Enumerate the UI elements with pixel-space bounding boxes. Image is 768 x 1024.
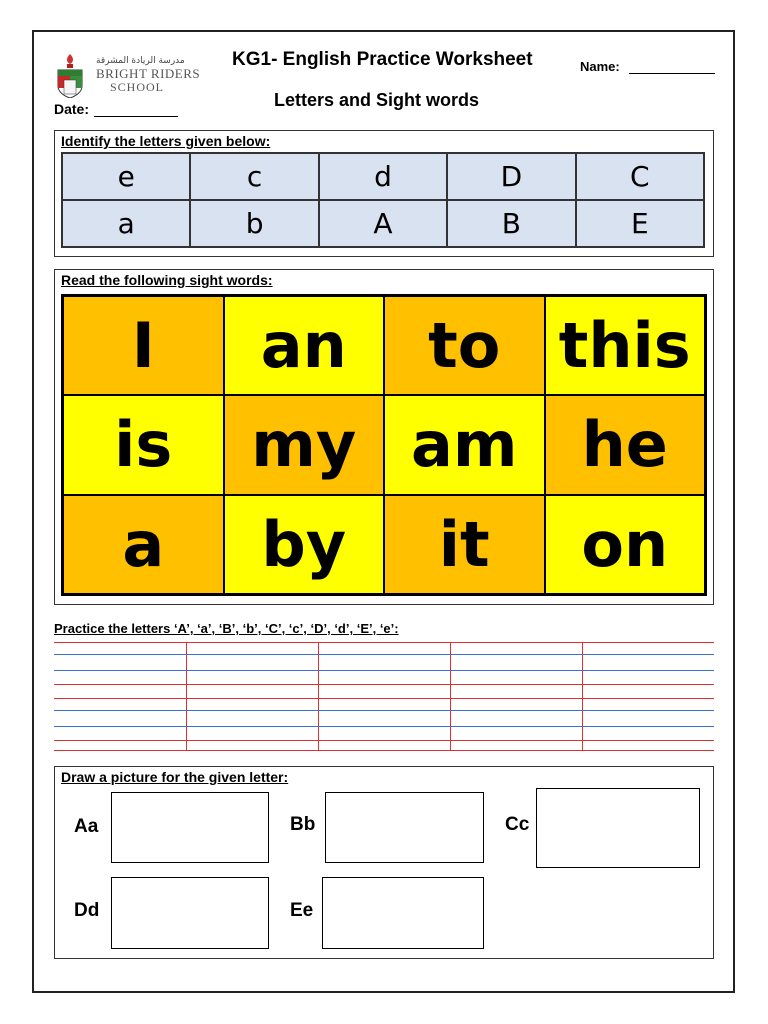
practice-line-red xyxy=(54,684,714,685)
practice-line-red xyxy=(54,750,714,751)
date-blank-line[interactable] xyxy=(94,116,178,117)
sight-word-cell: my xyxy=(225,396,384,493)
draw-letter-label: Aa xyxy=(74,816,99,837)
letter-cell: b xyxy=(190,200,318,247)
draw-box-ee[interactable] xyxy=(322,877,484,949)
handwriting-practice-area[interactable] xyxy=(54,640,714,752)
letter-cell: B xyxy=(447,200,575,247)
sight-word-cell: it xyxy=(385,496,544,593)
practice-line-red xyxy=(54,698,714,699)
practice-column-divider xyxy=(186,642,187,750)
practice-column-divider xyxy=(582,642,583,750)
letter-cell: E xyxy=(576,200,704,247)
draw-letter-label: Ee xyxy=(290,900,314,921)
practice-line-red xyxy=(54,740,714,741)
sight-word-cell: this xyxy=(546,297,705,394)
practice-line-blue xyxy=(54,654,714,655)
draw-letter-label: Bb xyxy=(290,814,316,835)
sight-word-cell: a xyxy=(64,496,223,593)
practice-line-red xyxy=(54,642,714,643)
sight-word-cell: by xyxy=(225,496,384,593)
school-name-arabic: مدرسة الريادة المشرقة xyxy=(96,56,185,66)
worksheet-subtitle: Letters and Sight words xyxy=(274,90,480,110)
name-label: Name: xyxy=(580,59,620,74)
sight-word-cell: an xyxy=(225,297,384,394)
name-blank-line[interactable] xyxy=(629,73,715,74)
sight-word-cell: he xyxy=(546,396,705,493)
draw-box-cc[interactable] xyxy=(536,788,700,868)
practice-line-blue xyxy=(54,710,714,711)
draw-box-aa[interactable] xyxy=(111,792,269,863)
sight-word-cell: on xyxy=(546,496,705,593)
school-name-line2: SCHOOL xyxy=(110,80,165,94)
draw-heading: Draw a picture for the given letter: xyxy=(61,769,289,785)
sight-word-cell: am xyxy=(385,396,544,493)
letter-cell: c xyxy=(190,153,318,200)
draw-letter-label: Dd xyxy=(74,900,100,921)
letter-cell: e xyxy=(62,153,190,200)
date-label: Date: xyxy=(54,101,90,117)
letter-cell: D xyxy=(447,153,575,200)
sight-word-cell: to xyxy=(385,297,544,394)
sight-word-cell: is xyxy=(64,396,223,493)
letter-cell: C xyxy=(576,153,704,200)
letters-table xyxy=(61,152,705,248)
draw-letter-label: Cc xyxy=(505,814,530,835)
worksheet-title: KG1- English Practice Worksheet xyxy=(232,49,533,70)
letter-cell: d xyxy=(319,153,447,200)
practice-heading: Practice the letters ‘A’, ‘a’, ‘B’, ‘b’, ‘C’, ‘c’, ‘D’, ‘d’, ‘E’, ‘e’: xyxy=(54,621,399,636)
letters-heading: Identify the letters given below: xyxy=(61,133,271,149)
draw-box-bb[interactable] xyxy=(325,792,484,863)
practice-line-blue xyxy=(54,670,714,671)
sight-words-grid xyxy=(61,294,707,596)
sight-word-cell: I xyxy=(64,297,223,394)
letter-cell: A xyxy=(319,200,447,247)
school-logo xyxy=(52,44,202,100)
sight-words-heading: Read the following sight words: xyxy=(61,272,273,288)
practice-column-divider xyxy=(318,642,319,750)
school-name: BRIGHT RIDERS xyxy=(96,66,201,81)
practice-column-divider xyxy=(450,642,451,750)
practice-line-blue xyxy=(54,726,714,727)
school-crest-icon xyxy=(56,54,84,98)
draw-box-dd[interactable] xyxy=(111,877,269,949)
letter-cell: a xyxy=(62,200,190,247)
